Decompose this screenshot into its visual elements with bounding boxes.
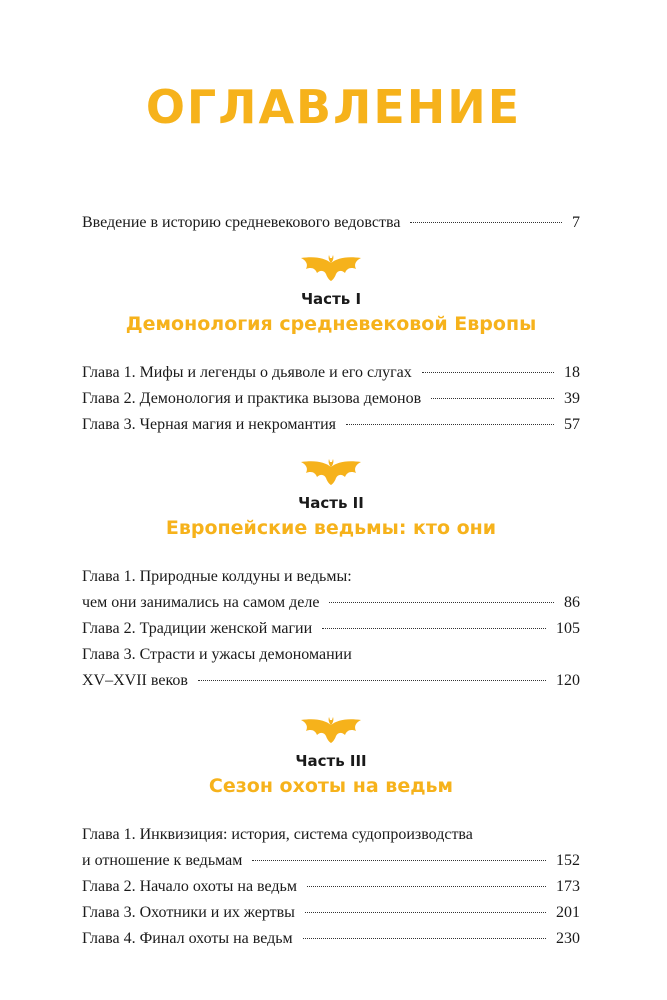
entry-title: Глава 3. Черная магия и некромантия — [82, 416, 336, 433]
part-header-1 — [82, 254, 580, 338]
part-label: Часть I — [300, 290, 362, 308]
entry-title: Глава 3. Охотники и их жертвы — [82, 904, 295, 921]
entry-title: Глава 2. Начало охоты на ведьм — [82, 878, 297, 895]
entry-title-line[interactable]: Глава 3. Страсти и ужасы демономании — [82, 646, 352, 663]
toc-entry-chapter[interactable] — [82, 616, 580, 642]
part-title[interactable]: Европейские ведьмы: кто они — [165, 517, 497, 539]
entry-title: и отношение к ведьмам — [82, 852, 243, 869]
page-number: 105 — [556, 620, 580, 637]
bat-icon — [299, 254, 363, 282]
toc-entry-chapter[interactable] — [82, 360, 580, 386]
page-number: 120 — [556, 672, 580, 689]
part-title[interactable]: Сезон охоты на ведьм — [208, 775, 454, 797]
toc-entry-chapter[interactable] — [82, 412, 580, 438]
part-label: Часть II — [298, 494, 364, 512]
page-number: 39 — [564, 390, 580, 407]
dot-leader — [346, 424, 554, 425]
entry-title: Глава 1. Мифы и легенды о дьяволе и его слугах — [82, 364, 412, 381]
toc-entry-chapter[interactable] — [82, 386, 580, 412]
dot-leader — [431, 398, 554, 399]
chapter-list-part-3 — [82, 822, 580, 952]
page-number: 57 — [564, 416, 580, 433]
dot-leader — [305, 912, 546, 913]
toc-entry-intro[interactable] — [82, 210, 580, 236]
part-header-2 — [82, 458, 580, 542]
toc-entry-chapter[interactable] — [82, 590, 580, 616]
entry-title-line[interactable]: Глава 1. Природные колдуны и ведьмы: — [82, 568, 352, 585]
toc-entry-chapter[interactable] — [82, 900, 580, 926]
page-number: 18 — [564, 364, 580, 381]
dot-leader — [307, 886, 546, 887]
dot-leader — [410, 222, 562, 223]
chapter-list-part-2 — [82, 564, 580, 694]
dot-leader — [422, 372, 554, 373]
entry-title: чем они занимались на самом деле — [82, 594, 320, 611]
table-of-contents — [82, 210, 580, 952]
page-number: 86 — [564, 594, 580, 611]
entry-title-line[interactable]: Глава 1. Инквизиция: история, система судопроизводства — [82, 826, 473, 843]
page-title: ОГЛАВЛЕНИЕ — [145, 80, 522, 134]
chapter-list-part-1 — [82, 360, 580, 438]
bat-icon — [299, 716, 363, 744]
bat-icon — [299, 458, 363, 486]
entry-title: XV–XVII веков — [82, 672, 188, 689]
toc-entry-chapter[interactable] — [82, 848, 580, 874]
toc-entry-chapter[interactable] — [82, 874, 580, 900]
dot-leader — [252, 860, 546, 861]
part-label: Часть III — [295, 752, 367, 770]
part-header-3 — [82, 716, 580, 800]
entry-title: Глава 2. Демонология и практика вызова демонов — [82, 390, 422, 407]
toc-entry-chapter[interactable] — [82, 926, 580, 952]
dot-leader — [329, 602, 554, 603]
dot-leader — [198, 680, 546, 681]
page-number: 201 — [556, 904, 580, 921]
toc-entry-chapter[interactable] — [82, 668, 580, 694]
dot-leader — [303, 938, 546, 939]
page-number: 230 — [556, 930, 580, 947]
part-title[interactable]: Демонология средневековой Европы — [125, 313, 537, 335]
dot-leader — [322, 628, 546, 629]
page-number: 152 — [556, 852, 580, 869]
page-number: 173 — [556, 878, 580, 895]
page-number: 7 — [572, 214, 580, 231]
entry-title: Глава 4. Финал охоты на ведьм — [82, 930, 293, 947]
entry-title: Введение в историю средневекового ведовства — [82, 214, 401, 231]
entry-title: Глава 2. Традиции женской магии — [82, 620, 313, 637]
